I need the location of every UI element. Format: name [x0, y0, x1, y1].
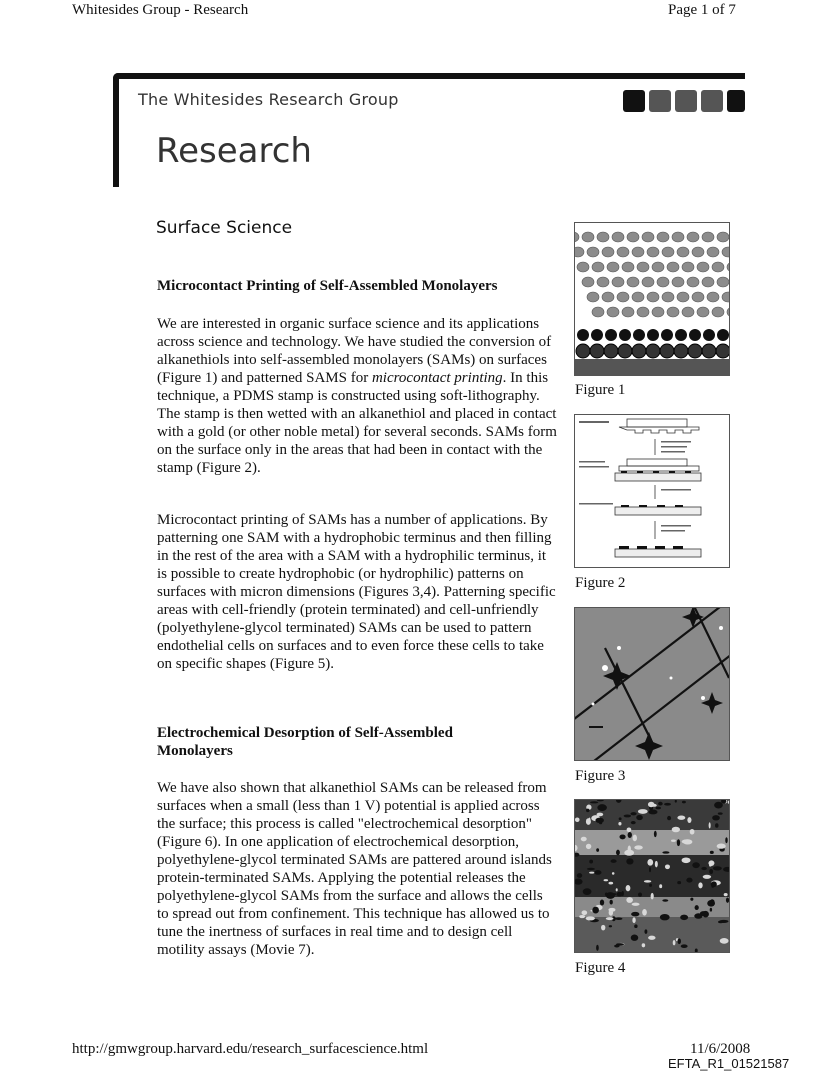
molecule-mark — [677, 247, 689, 257]
droplet-mark — [616, 850, 620, 856]
droplet-mark — [609, 925, 612, 927]
droplet-mark — [579, 915, 585, 918]
sulfur-atom-mark — [717, 329, 729, 341]
droplet-mark — [695, 905, 699, 910]
molecule-mark — [587, 292, 599, 302]
droplet-mark — [681, 944, 688, 948]
gold-atom-mark — [702, 344, 716, 358]
droplet-mark — [583, 888, 592, 895]
droplet-mark — [590, 801, 598, 803]
sulfur-atom-mark — [647, 329, 659, 341]
molecule-mark — [632, 247, 644, 257]
droplet-mark — [624, 850, 634, 856]
molecule-mark — [632, 292, 644, 302]
droplet-mark — [610, 900, 613, 905]
molecule-mark — [577, 262, 589, 272]
droplet-mark — [575, 817, 580, 822]
sulfur-atom-mark — [619, 329, 631, 341]
molecule-mark — [722, 247, 729, 257]
gold-atom-mark — [604, 344, 618, 358]
droplet-mark — [577, 873, 583, 878]
droplet-mark — [595, 818, 604, 823]
droplet-mark — [647, 859, 653, 866]
droplet-mark — [690, 829, 695, 835]
droplet-mark — [642, 943, 646, 947]
molecule-mark — [612, 232, 624, 242]
droplet-mark — [586, 809, 589, 813]
molecule-mark — [575, 232, 579, 242]
droplet-mark — [632, 917, 635, 923]
figure-4-image[interactable] — [574, 799, 730, 953]
molecule-mark — [682, 307, 694, 317]
droplet-mark — [648, 809, 657, 814]
molecule-mark — [622, 262, 634, 272]
droplet-mark — [677, 815, 685, 819]
droplet-mark — [710, 851, 714, 854]
sulfur-atom-mark — [577, 329, 589, 341]
molecule-mark — [612, 277, 624, 287]
italic-term: microcontact printing — [371, 370, 503, 386]
molecule-mark — [672, 232, 684, 242]
droplet-mark — [631, 935, 639, 941]
droplet-mark — [636, 815, 643, 820]
molecule-mark — [662, 292, 674, 302]
droplet-mark — [586, 916, 595, 920]
nav-box-3[interactable] — [675, 90, 697, 112]
droplet-mark — [654, 831, 657, 837]
droplet-mark — [589, 860, 593, 864]
molecule-mark — [627, 232, 639, 242]
droplet-mark — [634, 845, 643, 849]
gold-atom-mark — [660, 344, 674, 358]
gold-atom-mark — [576, 344, 590, 358]
droplet-mark — [586, 844, 591, 849]
droplet-mark — [594, 870, 601, 875]
molecule-mark — [597, 232, 609, 242]
molecule-mark — [667, 307, 679, 317]
footer-url[interactable]: http://gmwgroup.harvard.edu/research_surfacescience.html — [72, 1041, 429, 1057]
figure-3-image[interactable] — [574, 607, 730, 761]
molecule-mark — [607, 307, 619, 317]
droplet-mark — [613, 893, 616, 895]
molecule-mark — [637, 262, 649, 272]
droplet-mark — [718, 812, 723, 814]
droplet-mark — [662, 899, 668, 901]
figure-3-caption: Figure 3 — [575, 768, 626, 784]
droplet-mark — [694, 913, 702, 918]
droplet-mark — [649, 884, 652, 887]
droplet-mark — [682, 801, 686, 804]
droplet-mark — [659, 884, 662, 888]
droplet-mark — [678, 938, 681, 944]
droplet-mark — [658, 802, 663, 806]
molecule-mark — [647, 292, 659, 302]
gold-atom-mark — [590, 344, 604, 358]
droplet-mark — [588, 817, 590, 823]
sulfur-atom-mark — [633, 329, 645, 341]
droplet-mark — [717, 843, 726, 848]
droplet-mark — [600, 899, 604, 905]
droplet-mark — [703, 875, 711, 879]
droplet-mark — [626, 858, 633, 864]
molecule-mark — [582, 232, 594, 242]
droplet-mark — [634, 924, 637, 928]
droplet-mark — [655, 861, 658, 867]
sulfur-atom-mark — [591, 329, 603, 341]
droplet-mark — [713, 866, 722, 870]
droplet-mark — [631, 821, 636, 824]
droplet-mark — [665, 864, 670, 869]
molecule-mark — [727, 262, 729, 272]
droplet-mark — [709, 864, 712, 867]
molecule-mark — [652, 262, 664, 272]
molecule-mark — [722, 292, 729, 302]
droplet-mark — [626, 885, 631, 891]
molecule-mark — [697, 262, 709, 272]
droplet-mark — [714, 802, 723, 809]
droplet-mark — [692, 862, 700, 868]
droplet-mark — [680, 915, 688, 920]
molecule-mark — [697, 307, 709, 317]
droplet-mark — [611, 859, 617, 863]
molecule-mark — [682, 262, 694, 272]
molecule-mark — [707, 247, 719, 257]
droplet-mark — [686, 878, 692, 883]
droplet-mark — [587, 868, 595, 870]
paragraph-text: We are interested in organic surface science and its applications across science and technology. We have studied the conversion of alkanethiols into self-assembled monolayers (SAMs) on surfaces (Figure 1) and patterned SAMS for — [157, 316, 552, 386]
droplet-mark — [660, 914, 670, 920]
droplet-mark — [664, 803, 671, 806]
pattern-micrograph-icon — [575, 608, 729, 760]
droplet-mark — [596, 945, 599, 951]
droplet-mark — [720, 938, 729, 944]
droplet-mark — [628, 832, 632, 838]
molecule-mark — [622, 307, 634, 317]
droplet-mark — [619, 817, 622, 820]
droplet-mark — [630, 812, 636, 815]
droplet-mark — [589, 872, 594, 874]
droplet-mark — [662, 851, 669, 853]
nav-box-4[interactable] — [701, 90, 723, 112]
molecule-mark — [602, 247, 614, 257]
droplet-mark — [597, 804, 607, 811]
droplet-mark — [724, 893, 728, 896]
droplet-mark — [619, 834, 625, 839]
droplet-mark — [608, 882, 613, 885]
droplet-mark — [616, 892, 622, 896]
molecule-mark — [607, 262, 619, 272]
droplet-mark — [608, 908, 615, 912]
droplet-mark — [592, 907, 599, 914]
page-heading: Research — [156, 131, 312, 171]
sulfur-atom-mark — [703, 329, 715, 341]
molecule-mark — [657, 277, 669, 287]
print-header-title: Whitesides Group - Research — [72, 2, 249, 18]
droplet-mark — [633, 835, 637, 842]
droplet-mark — [601, 925, 605, 931]
droplet-mark — [710, 908, 712, 912]
figure-1-caption: Figure 1 — [575, 382, 626, 398]
droplet-micrograph-icon — [575, 800, 729, 952]
molecule-mark — [687, 232, 699, 242]
droplet-mark — [677, 839, 680, 846]
print-header-page: Page 1 of 7 — [668, 2, 736, 18]
molecule-mark — [652, 307, 664, 317]
droplet-mark — [596, 848, 599, 852]
droplet-mark — [581, 837, 587, 842]
droplet-mark — [687, 817, 691, 823]
molecule-mark — [712, 307, 724, 317]
droplet-mark — [709, 869, 713, 874]
droplet-mark — [715, 823, 718, 828]
gold-atom-mark — [674, 344, 688, 358]
droplet-mark — [614, 945, 620, 948]
nav-box-1[interactable] — [623, 90, 645, 112]
molecule-mark — [677, 292, 689, 302]
banner-bar-left — [113, 73, 119, 187]
droplet-mark — [642, 909, 647, 916]
sulfur-atom-mark — [675, 329, 687, 341]
molecule-mark — [717, 277, 729, 287]
banner-nav-boxes — [623, 90, 745, 112]
article-paragraph-2: Microcontact printing of SAMs has a number of applications. By patterning one SAM with a hydrophobic terminus and then filling in the rest of the area with a SAM with a hydrophilic terminus, it is possible to create hydrophobic (or hydrophilic) patterns on surfaces with micron dimensions (Figures 3,4). Patterning specific areas with cell-friendly (protein terminated) and cell-unfriendly (polyethylene-glycol terminated) SAMs can be used to pattern endothelial cells on surfaces and to even force these cells to take on specific shapes (Figure 5). — [157, 512, 556, 672]
droplet-mark — [726, 897, 729, 902]
molecule-mark — [597, 277, 609, 287]
gold-atom-mark — [716, 344, 729, 358]
microcontact-printing-diagram-icon — [575, 415, 729, 567]
figure-2-caption: Figure 2 — [575, 575, 626, 591]
gold-atom-mark — [688, 344, 702, 358]
article-paragraph-3: We have also shown that alkanethiol SAMs can be released from surfaces when a small (less than 1 V) potential is applied across the surface; this process is called "electrochemical desorption" (Figure 6). In one application of electrochemical desorption, polyethylene-glycol terminated SAMs are pattered around islands protein-terminated SAMs. Applying the potential releases the polyethylene-glycol SAMs from the surface and allows the cells to spread out from confinement. This technique has allowed us to tune the inertness of surfaces in real time and to design cell motility assays (Movie 7). — [157, 780, 552, 958]
figure-2-image[interactable] — [574, 414, 730, 568]
droplet-mark — [672, 827, 680, 833]
molecule-mark — [617, 292, 629, 302]
molecule-mark — [587, 247, 599, 257]
droplet-mark — [605, 893, 608, 897]
sulfur-atom-mark — [689, 329, 701, 341]
droplet-mark — [701, 867, 707, 870]
droplet-mark — [618, 822, 621, 825]
droplet-mark — [673, 940, 676, 945]
footer-doc-id: EFTA_R1_01521587 — [668, 1056, 790, 1071]
droplet-mark — [682, 857, 691, 863]
molecule-mark — [662, 247, 674, 257]
droplet-mark — [638, 892, 642, 896]
droplet-mark — [616, 888, 618, 891]
molecule-mark — [637, 307, 649, 317]
droplet-mark — [582, 910, 588, 915]
gold-atom-mark — [618, 344, 632, 358]
droplet-mark — [648, 936, 655, 940]
molecule-mark — [702, 277, 714, 287]
footer-date: 11/6/2008 — [690, 1041, 751, 1057]
droplet-mark — [709, 822, 711, 828]
droplet-mark — [671, 840, 676, 842]
droplet-mark — [632, 903, 640, 906]
molecule-mark — [617, 247, 629, 257]
molecule-mark — [692, 292, 704, 302]
article-heading-electrochemical: Electrochemical Desorption of Self-Assembled Monolayers — [157, 725, 453, 759]
molecule-mark — [712, 262, 724, 272]
figure-4-caption: Figure 4 — [575, 960, 626, 976]
droplet-mark — [667, 816, 671, 820]
molecule-mark — [602, 292, 614, 302]
droplet-mark — [651, 893, 654, 900]
droplet-mark — [604, 879, 609, 881]
molecule-mark — [575, 247, 584, 257]
molecule-mark — [727, 307, 729, 317]
molecule-mark — [657, 232, 669, 242]
droplet-mark — [606, 917, 614, 920]
molecule-mark — [692, 247, 704, 257]
droplet-mark — [690, 898, 693, 901]
droplet-mark — [655, 807, 661, 810]
sulfur-atom-mark — [661, 329, 673, 341]
monolayer-molecules-icon — [575, 223, 729, 375]
droplet-mark — [648, 802, 655, 808]
droplet-mark — [631, 912, 639, 917]
section-title: Surface Science — [156, 218, 293, 238]
molecule-mark — [667, 262, 679, 272]
gold-atom-mark — [646, 344, 660, 358]
molecule-mark — [707, 292, 719, 302]
group-name: The Whitesides Research Group — [138, 90, 399, 109]
droplet-mark — [644, 929, 647, 933]
nav-box-2[interactable] — [649, 90, 671, 112]
article-heading-microcontact: Microcontact Printing of Self-Assembled Monolayers — [157, 278, 498, 294]
substrate-mark — [575, 359, 729, 375]
molecule-mark — [627, 277, 639, 287]
molecule-mark — [717, 232, 729, 242]
article-paragraph-1 — [157, 315, 557, 477]
banner-bar-top — [113, 73, 745, 79]
droplet-mark — [649, 867, 651, 872]
molecule-mark — [642, 277, 654, 287]
paragraph-text: . In this technique, a PDMS stamp is constructed using soft-lithography. The stamp is then wetted with an alkanethiol and placed in contact with a gold (or other noble metal) for several seconds. SAMs form on the surface only in the areas that had been in contact with the stamp (Figure 2). — [157, 370, 557, 476]
molecule-mark — [687, 277, 699, 287]
molecule-mark — [582, 277, 594, 287]
droplet-mark — [677, 881, 681, 884]
molecule-mark — [592, 307, 604, 317]
droplet-mark — [644, 880, 651, 882]
droplet-mark — [615, 918, 622, 920]
molecule-mark — [702, 232, 714, 242]
figure-1-image[interactable] — [574, 222, 730, 376]
molecule-mark — [672, 277, 684, 287]
droplet-mark — [624, 814, 631, 817]
nav-box-5[interactable] — [727, 90, 745, 112]
droplet-mark — [638, 809, 648, 814]
droplet-mark — [707, 900, 715, 907]
molecule-mark — [642, 232, 654, 242]
droplet-mark — [712, 815, 720, 820]
droplet-mark — [711, 881, 717, 887]
droplet-mark — [626, 897, 633, 903]
droplet-mark — [682, 839, 692, 843]
molecule-mark — [592, 262, 604, 272]
droplet-mark — [725, 837, 727, 843]
droplet-mark — [612, 872, 615, 875]
molecule-mark — [647, 247, 659, 257]
droplet-mark — [719, 920, 728, 923]
sulfur-atom-mark — [605, 329, 617, 341]
droplet-mark — [627, 828, 632, 833]
gold-atom-mark — [632, 344, 646, 358]
droplet-mark — [698, 882, 702, 888]
